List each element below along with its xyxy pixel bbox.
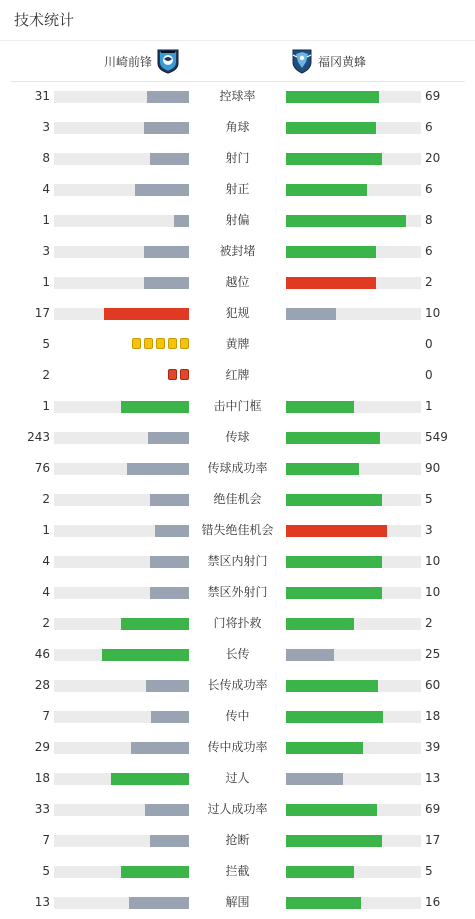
away-bar-fill xyxy=(286,866,354,878)
away-bar-track xyxy=(286,556,421,568)
home-bar-track xyxy=(54,711,189,723)
away-bar-fill xyxy=(286,494,382,506)
home-value: 4 xyxy=(42,554,50,568)
home-bar-track xyxy=(54,401,189,413)
away-value: 10 xyxy=(425,306,441,320)
yellow-card-icon xyxy=(156,338,165,349)
away-bar-track xyxy=(286,215,421,227)
stat-label: 拦截 xyxy=(225,864,250,878)
away-bar-track xyxy=(286,432,421,444)
home-value: 28 xyxy=(34,678,50,692)
away-value: 10 xyxy=(425,554,441,568)
home-bar-track xyxy=(54,680,189,692)
stat-row xyxy=(0,608,475,639)
home-bar-track xyxy=(54,742,189,754)
stat-row xyxy=(0,143,475,174)
away-bar-track xyxy=(286,122,421,134)
home-bar-track xyxy=(54,463,189,475)
away-bar-fill xyxy=(286,556,382,568)
away-value: 6 xyxy=(425,120,433,134)
stat-row xyxy=(0,360,475,391)
away-team-name: 福冈黄蜂 xyxy=(318,54,367,69)
stat-row xyxy=(0,515,475,546)
home-bar-track xyxy=(54,215,189,227)
section-header xyxy=(0,0,475,41)
away-bar-fill xyxy=(286,742,363,754)
away-value: 69 xyxy=(425,802,441,816)
away-bar-track xyxy=(286,897,421,909)
home-value: 17 xyxy=(34,306,50,320)
home-bar-fill xyxy=(150,587,189,599)
stat-label: 绝佳机会 xyxy=(213,492,262,506)
stats-list xyxy=(0,81,475,918)
away-bar-fill xyxy=(286,587,382,599)
away-bar-track xyxy=(286,184,421,196)
away-value: 39 xyxy=(425,740,441,754)
away-value: 18 xyxy=(425,709,441,723)
stat-label: 越位 xyxy=(225,275,250,289)
home-bar-fill xyxy=(147,91,189,103)
away-bar-fill xyxy=(286,215,406,227)
away-bar-fill xyxy=(286,246,376,258)
section-title: 技术统计 xyxy=(14,11,75,29)
away-value: 2 xyxy=(425,275,433,289)
stat-label: 抢断 xyxy=(225,833,250,847)
home-bar-fill xyxy=(144,246,189,258)
stat-label: 射偏 xyxy=(225,213,250,227)
home-bar-fill xyxy=(111,773,189,785)
home-bar-track xyxy=(54,618,189,630)
away-value: 5 xyxy=(425,492,433,506)
home-bar-track xyxy=(54,835,189,847)
stat-row xyxy=(0,422,475,453)
away-value: 0 xyxy=(425,368,433,382)
home-bar-track xyxy=(54,525,189,537)
away-team[interactable] xyxy=(290,41,366,81)
home-value: 5 xyxy=(42,864,50,878)
away-bar-fill xyxy=(286,804,377,816)
home-value: 5 xyxy=(42,337,50,351)
home-bar-track xyxy=(54,91,189,103)
stat-row xyxy=(0,887,475,918)
stat-row xyxy=(0,701,475,732)
home-value: 7 xyxy=(42,833,50,847)
stat-row xyxy=(0,329,475,360)
home-value: 46 xyxy=(34,647,50,661)
away-bar-fill xyxy=(286,153,382,165)
away-bar-fill xyxy=(286,122,376,134)
stat-row xyxy=(0,639,475,670)
away-bar-track xyxy=(286,401,421,413)
home-bar-fill xyxy=(148,432,189,444)
stat-label: 控球率 xyxy=(219,89,256,103)
home-bar-fill xyxy=(145,804,189,816)
away-value: 6 xyxy=(425,182,433,196)
away-bar-fill xyxy=(286,680,378,692)
stat-label: 传球 xyxy=(225,430,250,444)
home-value: 2 xyxy=(42,368,50,382)
home-value: 13 xyxy=(34,895,50,909)
stat-row xyxy=(0,484,475,515)
home-value: 8 xyxy=(42,151,50,165)
stat-label: 击中门框 xyxy=(213,399,262,413)
stat-row xyxy=(0,267,475,298)
home-cards xyxy=(132,338,189,349)
stat-label: 射正 xyxy=(225,182,250,196)
stat-row xyxy=(0,81,475,112)
stat-label: 错失绝佳机会 xyxy=(201,523,274,537)
away-bar-track xyxy=(286,804,421,816)
away-value: 60 xyxy=(425,678,441,692)
away-bar-fill xyxy=(286,432,380,444)
away-value: 20 xyxy=(425,151,441,165)
stat-row xyxy=(0,856,475,887)
home-bar-fill xyxy=(131,742,189,754)
stat-label: 红牌 xyxy=(225,368,250,382)
home-bar-fill xyxy=(150,153,189,165)
stat-label: 长传 xyxy=(225,647,250,661)
stat-label: 角球 xyxy=(225,120,250,134)
stat-row xyxy=(0,236,475,267)
red-card-icon xyxy=(180,369,189,380)
home-bar-fill xyxy=(144,277,189,289)
away-bar-track xyxy=(286,680,421,692)
home-bar-fill xyxy=(121,618,189,630)
stat-label: 过人 xyxy=(225,771,250,785)
home-bar-fill xyxy=(155,525,189,537)
stat-row xyxy=(0,670,475,701)
home-value: 3 xyxy=(42,120,50,134)
stat-label: 被封堵 xyxy=(219,244,256,258)
home-bar-fill xyxy=(144,122,189,134)
home-bar-fill xyxy=(102,649,189,661)
stat-label: 传球成功率 xyxy=(207,461,268,475)
away-value: 69 xyxy=(425,89,441,103)
home-bar-fill xyxy=(121,866,189,878)
away-bar-track xyxy=(286,742,421,754)
stat-label: 门将扑救 xyxy=(213,616,262,630)
stat-row xyxy=(0,205,475,236)
away-value: 3 xyxy=(425,523,433,537)
stat-row xyxy=(0,391,475,422)
away-value: 90 xyxy=(425,461,441,475)
away-value: 5 xyxy=(425,864,433,878)
stat-row xyxy=(0,174,475,205)
stat-row xyxy=(0,546,475,577)
home-bar-track xyxy=(54,866,189,878)
home-value: 1 xyxy=(42,399,50,413)
avispa-fukuoka-crest-icon xyxy=(290,48,314,74)
home-value: 29 xyxy=(34,740,50,754)
away-bar-fill xyxy=(286,91,379,103)
home-bar-track xyxy=(54,587,189,599)
stat-label: 射门 xyxy=(225,151,250,165)
home-bar-track xyxy=(54,649,189,661)
stat-label: 禁区外射门 xyxy=(207,585,268,599)
red-card-icon xyxy=(168,369,177,380)
away-bar-track xyxy=(286,277,421,289)
home-bar-track xyxy=(54,897,189,909)
away-bar-track xyxy=(286,153,421,165)
stat-label: 传中成功率 xyxy=(207,740,268,754)
teams-header xyxy=(10,41,465,82)
away-bar-fill xyxy=(286,897,361,909)
away-bar-fill xyxy=(286,401,354,413)
away-bar-fill xyxy=(286,308,336,320)
away-bar-fill xyxy=(286,525,387,537)
home-team-name: 川崎前锋 xyxy=(103,54,152,69)
away-bar-fill xyxy=(286,773,343,785)
away-bar-fill xyxy=(286,618,354,630)
home-value: 33 xyxy=(34,802,50,816)
away-bar-fill xyxy=(286,463,359,475)
away-value: 25 xyxy=(425,647,441,661)
home-bar-fill xyxy=(121,401,189,413)
yellow-card-icon xyxy=(180,338,189,349)
away-bar-fill xyxy=(286,277,376,289)
home-bar-track xyxy=(54,556,189,568)
home-value: 31 xyxy=(34,89,50,103)
yellow-card-icon xyxy=(144,338,153,349)
away-value: 10 xyxy=(425,585,441,599)
away-bar-track xyxy=(286,246,421,258)
home-bar-fill xyxy=(151,711,189,723)
home-bar-fill xyxy=(150,835,189,847)
home-bar-fill xyxy=(104,308,189,320)
away-bar-track xyxy=(286,773,421,785)
yellow-card-icon xyxy=(132,338,141,349)
away-bar-track xyxy=(286,587,421,599)
away-bar-fill xyxy=(286,184,367,196)
away-value: 17 xyxy=(425,833,441,847)
home-value: 4 xyxy=(42,585,50,599)
home-value: 18 xyxy=(34,771,50,785)
away-bar-track xyxy=(286,494,421,506)
home-team[interactable] xyxy=(104,41,180,81)
home-bar-track xyxy=(54,432,189,444)
home-value: 1 xyxy=(42,523,50,537)
stat-row xyxy=(0,298,475,329)
away-value: 6 xyxy=(425,244,433,258)
stat-label: 长传成功率 xyxy=(207,678,268,692)
stat-row xyxy=(0,763,475,794)
stat-row xyxy=(0,794,475,825)
home-value: 1 xyxy=(42,275,50,289)
home-value: 1 xyxy=(42,213,50,227)
away-bar-fill xyxy=(286,711,383,723)
away-bar-track xyxy=(286,618,421,630)
home-bar-track xyxy=(54,494,189,506)
stat-row xyxy=(0,112,475,143)
away-bar-track xyxy=(286,91,421,103)
away-bar-track xyxy=(286,835,421,847)
stat-row xyxy=(0,453,475,484)
stat-label: 黄牌 xyxy=(225,337,250,351)
away-value: 8 xyxy=(425,213,433,227)
home-bar-track xyxy=(54,804,189,816)
home-bar-track xyxy=(54,184,189,196)
stat-label: 解围 xyxy=(225,895,250,909)
stat-label: 过人成功率 xyxy=(207,802,268,816)
home-bar-fill xyxy=(174,215,189,227)
away-bar-track xyxy=(286,525,421,537)
stat-row xyxy=(0,732,475,763)
stat-label: 禁区内射门 xyxy=(207,554,268,568)
home-bar-fill xyxy=(127,463,189,475)
home-value: 7 xyxy=(42,709,50,723)
away-bar-track xyxy=(286,463,421,475)
home-bar-track xyxy=(54,308,189,320)
home-bar-track xyxy=(54,773,189,785)
home-cards xyxy=(168,369,189,380)
away-bar-track xyxy=(286,866,421,878)
home-value: 3 xyxy=(42,244,50,258)
away-value: 16 xyxy=(425,895,441,909)
home-bar-track xyxy=(54,246,189,258)
home-value: 2 xyxy=(42,492,50,506)
away-bar-track xyxy=(286,308,421,320)
home-bar-track xyxy=(54,122,189,134)
stat-row xyxy=(0,825,475,856)
away-value: 0 xyxy=(425,337,433,351)
away-bar-fill xyxy=(286,649,334,661)
away-bar-fill xyxy=(286,835,382,847)
home-value: 76 xyxy=(34,461,50,475)
away-value: 2 xyxy=(425,616,433,630)
home-bar-fill xyxy=(150,494,189,506)
home-bar-fill xyxy=(135,184,189,196)
home-bar-fill xyxy=(150,556,189,568)
away-bar-track xyxy=(286,649,421,661)
yellow-card-icon xyxy=(168,338,177,349)
away-bar-track xyxy=(286,711,421,723)
stat-label: 犯规 xyxy=(225,306,250,320)
stat-label: 传中 xyxy=(225,709,250,723)
home-bar-track xyxy=(54,277,189,289)
home-bar-fill xyxy=(146,680,189,692)
away-value: 549 xyxy=(425,430,448,444)
home-value: 2 xyxy=(42,616,50,630)
home-value: 243 xyxy=(27,430,50,444)
home-bar-fill xyxy=(129,897,189,909)
home-value: 4 xyxy=(42,182,50,196)
away-value: 1 xyxy=(425,399,433,413)
away-value: 13 xyxy=(425,771,441,785)
home-bar-track xyxy=(54,153,189,165)
stat-row xyxy=(0,577,475,608)
kawasaki-frontale-crest-icon xyxy=(156,48,180,74)
